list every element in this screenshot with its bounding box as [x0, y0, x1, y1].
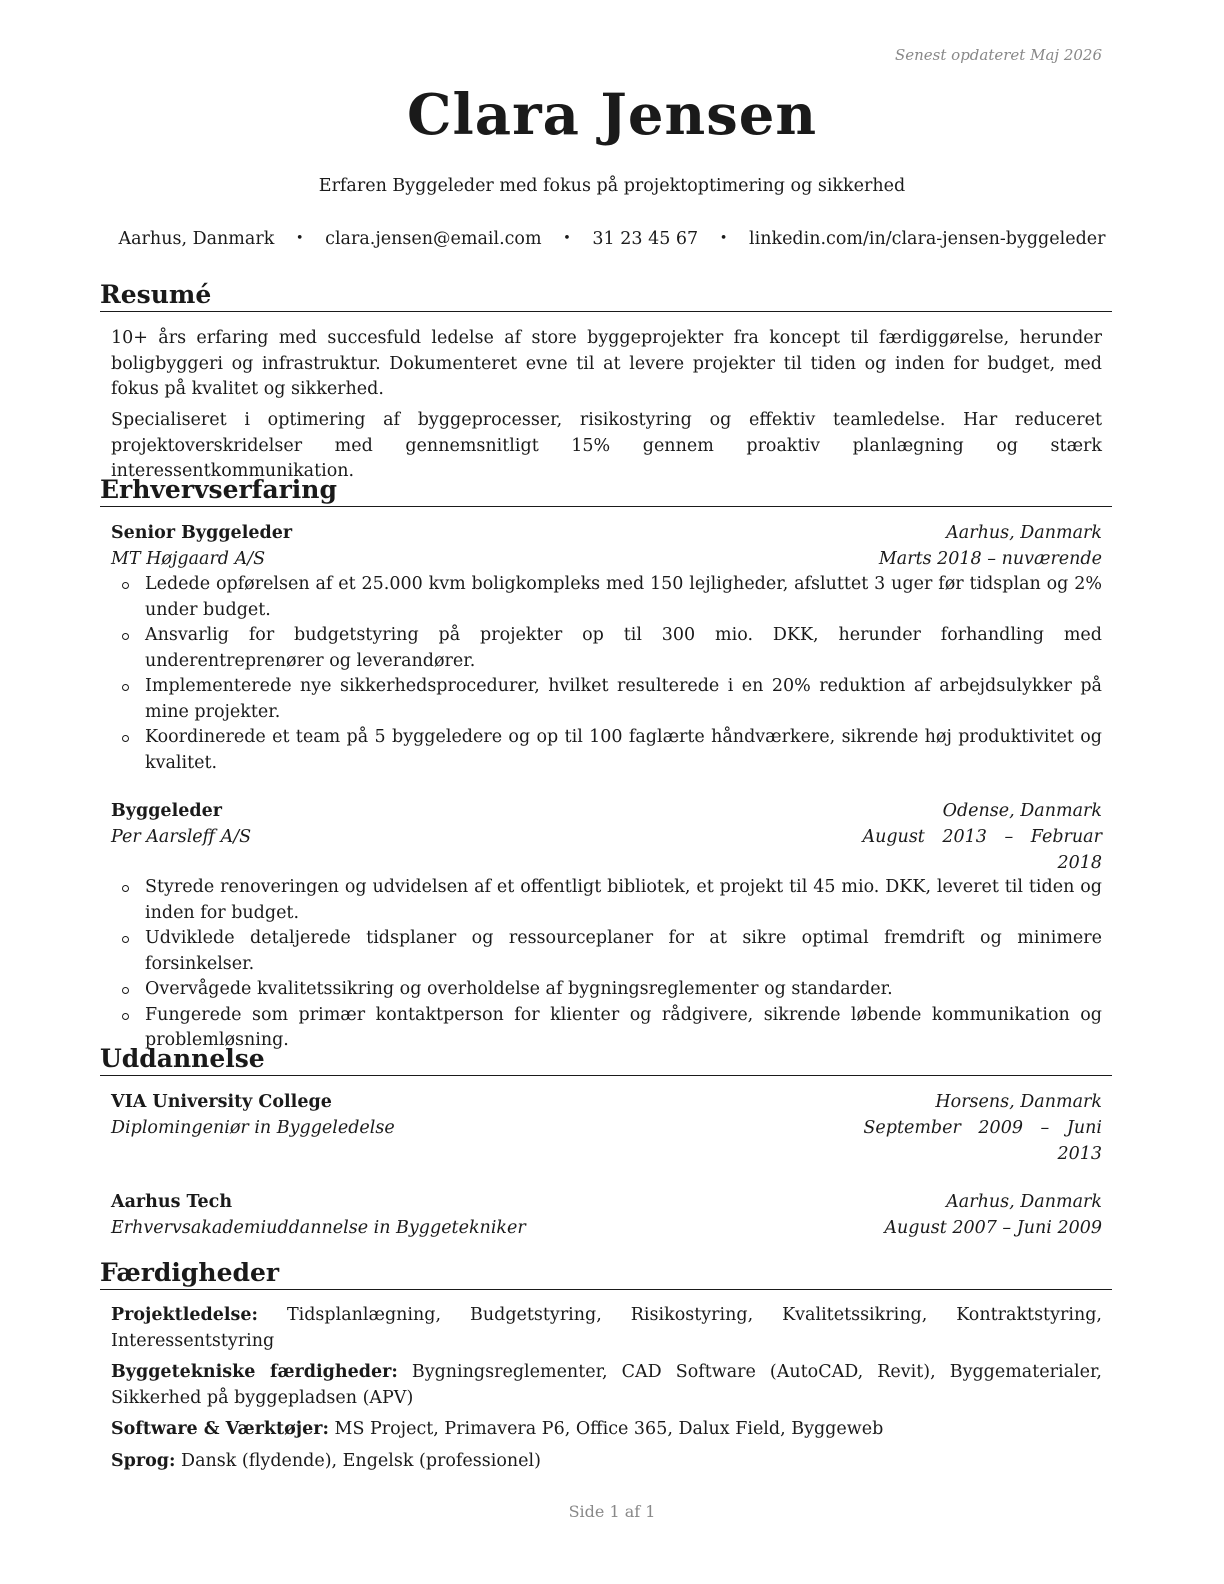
circle-bullet-icon [122, 885, 129, 892]
school-location: Horsens, Danmark [935, 1092, 1102, 1112]
job-title: Byggeleder [111, 801, 222, 821]
section-title-summary: Resumé [100, 280, 1112, 312]
job-header [111, 521, 1102, 547]
skill-value: Dansk (flydende), Engelsk (professionel) [181, 1451, 541, 1471]
list-item: Koordinerede et team på 5 byggeledere og op til 100 faglærte håndværkere, sikrende høj produktivitet og kvalitet. [111, 725, 1102, 776]
school-location: Aarhus, Danmark [946, 1192, 1102, 1212]
skill-label: Byggetekniske færdigheder: [111, 1362, 398, 1382]
list-item: Styrede renoveringen og udvidelsen af et offentligt bibliotek, et projekt til 45 mio. DKK, leveret til tiden og inden for budget. [111, 875, 1102, 926]
summary-paragraph: 10+ års erfaring med succesfuld ledelse af store byggeprojekter fra koncept til færdiggørelse, herunder boligbyggeri og infrastruktur. Dokumenteret evne til at levere projekter til tiden og inden for budget, med fokus på kvalitet og sikkerhed. [111, 328, 1102, 399]
skill-row [111, 1303, 1102, 1354]
job-subheader [111, 825, 1102, 876]
education-header [111, 1190, 1102, 1216]
section-title-education: Uddannelse [100, 1044, 1112, 1076]
circle-bullet-icon [122, 936, 129, 943]
skill-value: MS Project, Primavera P6, Office 365, Dalux Field, Byggeweb [334, 1419, 884, 1439]
summary-paragraph: Specialiseret i optimering af byggeprocesser, risikostyring og effektiv teamledelse. Har reduceret projektoverskridelser med gennemsnitligt 15% gennem proaktiv planlægning og stærk interessentkommunikation. [111, 410, 1102, 481]
skill-label: Sprog: [111, 1451, 176, 1471]
contact-linkedin[interactable]: linkedin.com/in/clara-jensen-byggeleder [749, 229, 1106, 249]
skill-row [111, 1360, 1102, 1411]
circle-bullet-icon [122, 987, 129, 994]
skill-value: Bygningsreglementer, CAD Software (AutoCAD, Revit), Byggematerialer, Sikkerhed på byggepladsen (APV) [111, 1362, 1102, 1408]
education-dates: August 2007 – Juni 2009 [884, 1218, 1102, 1238]
list-item: Implementerede nye sikkerhedsprocedurer, hvilket resulterede i en 20% reduktion af arbejdsulykker på mine projekter. [111, 674, 1102, 725]
section-title-experience: Erhvervserfaring [100, 475, 1112, 507]
job-title: Senior Byggeleder [111, 523, 293, 543]
job-dates: Marts 2018 – nuværende [878, 549, 1102, 569]
last-updated: Senest opdateret Maj 2026 [894, 46, 1102, 64]
circle-bullet-icon [122, 735, 129, 742]
circle-bullet-icon [122, 684, 129, 691]
degree: Diplomingeniør in Byggeledelse [111, 1118, 395, 1138]
list-item: Udviklede detaljerede tidsplaner og ressourceplaner for at sikre optimal fremdrift og minimere forsinkelser. [111, 926, 1102, 977]
bullet-separator: • [563, 231, 571, 246]
list-item: Ansvarlig for budgetstyring på projekter op til 300 mio. DKK, herunder forhandling med underentreprenører og leverandører. [111, 623, 1102, 674]
skill-row [111, 1449, 1102, 1475]
contact-location: Aarhus, Danmark [118, 229, 275, 249]
skill-row [111, 1417, 1102, 1443]
contact-line [0, 229, 1224, 249]
skill-label: Software & Værktøjer: [111, 1419, 329, 1439]
contact-email[interactable]: clara.jensen@email.com [325, 229, 542, 249]
job-dates: August 2013 – Februar 2018 [862, 827, 1102, 873]
job-subheader [111, 547, 1102, 573]
school-name: VIA University College [111, 1092, 332, 1112]
tagline: Erfaren Byggeleder med fokus på projektoptimering og sikkerhed [318, 176, 906, 196]
job-location: Aarhus, Danmark [946, 523, 1102, 543]
circle-bullet-icon [122, 582, 129, 589]
job-header [111, 799, 1102, 825]
person-name: Clara Jensen [406, 82, 818, 148]
degree: Erhvervsakademiuddannelse in Byggetekniker [111, 1218, 526, 1238]
job-location: Odense, Danmark [942, 801, 1102, 821]
bullet-separator: • [295, 231, 304, 246]
bullet-separator: • [719, 231, 728, 246]
job-bullets [111, 875, 1102, 1054]
contact-phone: 31 23 45 67 [592, 229, 699, 249]
list-item: Fungerede som primær kontaktperson for klienter og rådgivere, sikrende løbende kommunikation og problemløsning. [111, 1003, 1102, 1054]
list-item: Ledede opførelsen af et 25.000 kvm boligkompleks med 150 lejligheder, afsluttet 3 uger før tidsplan og 2% under budget. [111, 572, 1102, 623]
job-bullets [111, 572, 1102, 776]
skill-label: Projektledelse: [111, 1305, 258, 1325]
school-name: Aarhus Tech [111, 1192, 233, 1212]
job-company: Per Aarsleff A/S [111, 827, 252, 847]
job-company: MT Højgaard A/S [111, 549, 266, 569]
education-dates: September 2009 – Juni 2013 [863, 1118, 1102, 1164]
education-subheader [111, 1216, 1102, 1242]
list-item: Overvågede kvalitetssikring og overholdelse af bygningsreglementer og standarder. [111, 977, 1102, 1003]
skill-value: Tidsplanlægning, Budgetstyring, Risikostyring, Kvalitetssikring, Kontraktstyring, Interessentstyring [111, 1305, 1102, 1351]
circle-bullet-icon [122, 633, 129, 640]
section-title-skills: Færdigheder [100, 1258, 1112, 1290]
page-number: Side 1 af 1 [568, 1502, 656, 1521]
education-subheader [111, 1116, 1102, 1167]
education-header [111, 1090, 1102, 1116]
circle-bullet-icon [122, 1013, 129, 1020]
